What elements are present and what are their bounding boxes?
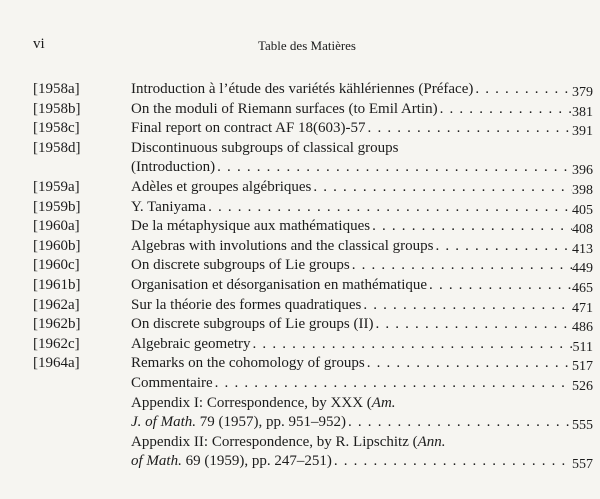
toc-entry-page: 379 bbox=[572, 85, 593, 100]
toc-entry-line bbox=[131, 158, 593, 178]
toc-entry-page: 557 bbox=[572, 457, 593, 473]
toc-entry-page: 391 bbox=[572, 124, 593, 140]
toc-entry-title: Introduction à l’étude des variétés kählériennes (Préface) bbox=[131, 81, 474, 97]
toc-entry-body bbox=[131, 100, 593, 120]
toc-entry-title: Discontinuous subgroups of classical groups bbox=[131, 139, 399, 156]
dot-leader bbox=[370, 217, 572, 237]
dot-leader bbox=[215, 158, 572, 178]
toc-entry-page: 413 bbox=[572, 241, 593, 257]
toc-entry-page: 396 bbox=[572, 163, 593, 179]
dot-leader bbox=[251, 335, 573, 355]
toc-entry bbox=[33, 394, 593, 433]
toc-entry-title: Organisation et désorganisation en mathématique bbox=[131, 276, 428, 293]
toc-entry-body bbox=[131, 80, 593, 100]
dot-leader bbox=[346, 413, 572, 433]
toc-entry-line bbox=[131, 100, 593, 120]
dot-leader bbox=[332, 452, 572, 472]
dot-leader bbox=[206, 198, 572, 218]
toc-entry-page: 486 bbox=[572, 320, 593, 336]
toc-entry-tag: [1960b] bbox=[33, 237, 81, 254]
dot-leader bbox=[427, 276, 572, 296]
toc-entry-page: 526 bbox=[572, 378, 593, 394]
toc-entry bbox=[33, 178, 593, 198]
toc-entry-body bbox=[131, 374, 593, 394]
toc-entry-body bbox=[131, 296, 593, 316]
toc-entry-page: 465 bbox=[572, 280, 593, 296]
dot-leader bbox=[365, 354, 572, 374]
toc-entry bbox=[33, 374, 593, 394]
toc-entry-tag: [1958b] bbox=[33, 100, 81, 117]
toc-entry-line bbox=[131, 452, 593, 472]
dot-leader bbox=[366, 119, 572, 139]
toc-entry-tag: [1958d] bbox=[33, 139, 81, 156]
toc-entry-page: 405 bbox=[572, 202, 593, 218]
toc-entry bbox=[33, 139, 593, 178]
toc-entry-body bbox=[131, 237, 593, 257]
dot-leader bbox=[361, 296, 572, 316]
toc-entry-line bbox=[131, 237, 593, 257]
toc-entry-line bbox=[131, 276, 593, 296]
toc-entry-body bbox=[131, 335, 593, 355]
toc-entry-tag: [1958a] bbox=[33, 81, 80, 97]
toc-entry bbox=[33, 80, 593, 100]
toc-entry-title: Adèles et groupes algébriques bbox=[131, 178, 312, 195]
toc-entry-page: 381 bbox=[572, 104, 593, 120]
toc-entry-page: 555 bbox=[572, 418, 593, 434]
toc-entry-line bbox=[131, 296, 593, 316]
dot-leader bbox=[438, 100, 572, 120]
toc-entry-title: Appendix II: Correspondence, by R. Lipschitz (Ann. bbox=[131, 433, 446, 450]
toc-entry bbox=[33, 198, 593, 218]
toc-entry-tag: [1960a] bbox=[33, 218, 80, 235]
toc-entry-title: Algebraic geometry bbox=[131, 335, 251, 352]
toc-entry-tag: [1961b] bbox=[33, 276, 81, 293]
toc-entry-body bbox=[131, 433, 593, 472]
toc-entry-page: 511 bbox=[572, 339, 593, 355]
toc-entry-body bbox=[131, 354, 593, 374]
toc-entry-page: 517 bbox=[572, 359, 593, 375]
toc-entry-title: On the moduli of Riemann surfaces (to Emil Artin) bbox=[131, 100, 438, 117]
dot-leader bbox=[433, 237, 572, 257]
toc-entry-tag: [1959b] bbox=[33, 198, 81, 215]
toc-entry-title: J. of Math. 79 (1957), pp. 951–952) bbox=[131, 414, 346, 431]
toc-entry-body bbox=[131, 198, 593, 218]
toc-entry-tag: [1962a] bbox=[33, 296, 80, 313]
toc-entry-page: 398 bbox=[572, 182, 593, 198]
toc-entry bbox=[33, 119, 593, 139]
dot-leader bbox=[213, 374, 572, 394]
toc-entry bbox=[33, 433, 593, 472]
toc-entry-tag: [1962c] bbox=[33, 335, 80, 352]
toc-entry-title: Final report on contract AF 18(603)-57 bbox=[131, 120, 366, 137]
toc-entry-tag: [1964a] bbox=[33, 355, 80, 372]
toc-entry bbox=[33, 354, 593, 374]
toc-entry-title: Algebras with involutions and the classical groups bbox=[131, 237, 434, 254]
toc-entry bbox=[33, 217, 593, 237]
toc-entry-title: (Introduction) bbox=[131, 159, 216, 176]
toc-entry bbox=[33, 315, 593, 335]
toc-entry-title: Sur la théorie des formes quadratiques bbox=[131, 296, 362, 313]
toc-entry-title: De la métaphysique aux mathématiques bbox=[131, 218, 371, 235]
toc-entry-line bbox=[131, 119, 593, 139]
toc-entry bbox=[33, 100, 593, 120]
toc-entry-line bbox=[131, 178, 593, 198]
toc-entry-line bbox=[131, 139, 593, 159]
toc-entry-line bbox=[131, 315, 593, 335]
toc-entry-page: 471 bbox=[572, 300, 593, 316]
toc-entry-title: Y. Taniyama bbox=[131, 198, 207, 215]
toc-entry-tag: [1959a] bbox=[33, 178, 80, 195]
toc-entry-line bbox=[131, 354, 593, 374]
toc-entry-line bbox=[131, 374, 593, 394]
dot-leader bbox=[473, 80, 572, 100]
toc-entry-page: 408 bbox=[572, 222, 593, 238]
toc-entry-line bbox=[131, 217, 593, 237]
toc-entry-line bbox=[131, 198, 593, 218]
running-header-title: Table des Matières bbox=[258, 38, 356, 53]
toc-entry-line bbox=[131, 80, 593, 100]
toc-entry bbox=[33, 237, 593, 257]
dot-leader bbox=[350, 256, 572, 276]
toc-entry-title: Appendix I: Correspondence, by XXX (Am. bbox=[131, 394, 396, 411]
toc-entry bbox=[33, 256, 593, 276]
toc-entry-line bbox=[131, 394, 593, 414]
toc-entry-body bbox=[131, 276, 593, 296]
page-number: vi bbox=[33, 36, 45, 52]
dot-leader bbox=[373, 315, 572, 335]
toc-entry bbox=[33, 335, 593, 355]
toc-entry-line bbox=[131, 335, 593, 355]
toc-entry-title: of Math. 69 (1959), pp. 247–251) bbox=[131, 453, 332, 470]
toc-entry-title: Commentaire bbox=[131, 374, 213, 391]
table-of-contents bbox=[33, 80, 593, 472]
toc-entry-line bbox=[131, 256, 593, 276]
toc-entry-body bbox=[131, 256, 593, 276]
toc-entry-title: On discrete subgroups of Lie groups bbox=[131, 257, 350, 274]
toc-entry-body bbox=[131, 217, 593, 237]
toc-entry-line bbox=[131, 413, 593, 433]
toc-entry-tag: [1962b] bbox=[33, 316, 81, 333]
toc-entry-body bbox=[131, 394, 593, 433]
dot-leader bbox=[311, 178, 572, 198]
toc-entry-title: On discrete subgroups of Lie groups (II) bbox=[131, 316, 374, 333]
toc-entry-tag: [1960c] bbox=[33, 257, 80, 274]
toc-entry-line bbox=[131, 433, 593, 453]
toc-entry bbox=[33, 276, 593, 296]
toc-entry-tag: [1958c] bbox=[33, 120, 80, 137]
toc-entry-body bbox=[131, 119, 593, 139]
toc-entry bbox=[33, 296, 593, 316]
toc-entry-body bbox=[131, 139, 593, 178]
toc-entry-body bbox=[131, 315, 593, 335]
toc-entry-page: 449 bbox=[572, 261, 593, 277]
toc-entry-body bbox=[131, 178, 593, 198]
toc-entry-title: Remarks on the cohomology of groups bbox=[131, 355, 365, 372]
